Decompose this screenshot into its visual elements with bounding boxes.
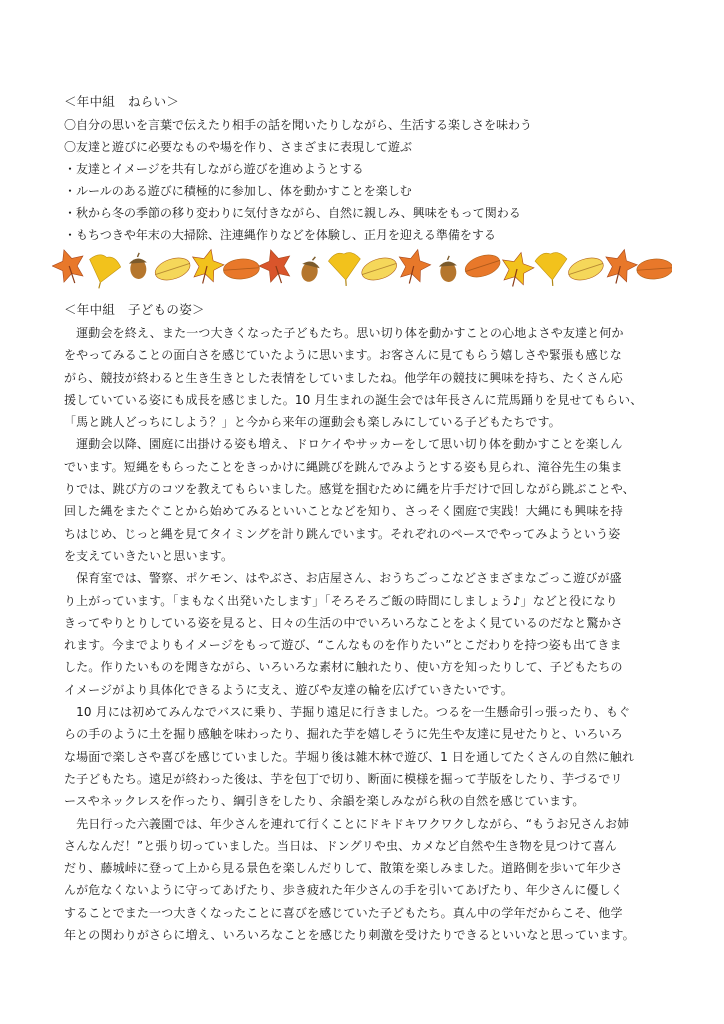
paragraph [64,813,664,947]
paragraph-line: でいます。短縄をもらったことをきっかけに縄跳びを跳んでみようとする姿も見られ、滝谷先生の集ま [64,459,623,474]
paragraph-line: た子どもたち。遠足が終わった後は、芋を包丁で切り、断面に模様を掘って芋版をしたり、芋づるでリ [64,771,623,786]
aim-item: ・秋から冬の季節の移り変わりに気付きながら、自然に親しみ、興味をもって関わる [64,206,521,220]
leaf-yellow-icon [359,254,399,284]
paragraph-line: 年との関わりがさらに増え、いろいろなことを感じたり刺激を受けたりできるといいなと思っています。 [64,928,635,943]
paragraph-line: さんなんだ！”と張り切っていました。当日は、ドングリや虫、カメなど自然や生き物を見つけて喜ん [64,838,617,853]
ginkgo-yellow-icon [83,252,122,290]
maple-orange-icon [600,246,640,288]
acorn-icon [128,252,148,279]
paragraph-line: らの手のように土を掘り感触を味わったり、掘れた芋を嬉しそうに先生や友達に見せたりと、いろいろ [64,727,623,742]
maple-yellow-icon [497,249,537,290]
maple-red-icon [255,245,297,288]
paragraph-line: れます。今までよりもイメージをもって遊び、“こんなものを作りたい”とこだわりを持つ姿も出てきま [64,638,622,653]
paragraph-line: な場面で楽しさや喜びを感じていました。芋堀り後は雑木林で遊び、1 日を通してたくさんの自然に触れ [64,749,635,764]
paragraph-line: ちはじめ、じっと縄を見てタイミングを計り跳んでいます。それぞれのペースでやってみようという姿 [64,526,621,541]
leaf-orange-icon [636,258,672,280]
paragraph-line: 回した縄をまたぐことから始めてみるといいことなどを知り、さっそく園庭で実践！大縄にも興味を持 [64,504,623,519]
paragraph [64,567,664,701]
children-heading: ＜年中組 子どもの姿＞ [64,302,205,317]
paragraph-line: 10 月には初めてみんなでバスに乗り、芋掘り遠足に行きました。つるを一生懸命引っ張ったり、もぐ [64,705,631,720]
ginkgo-yellow-icon [328,252,362,287]
paragraph-line: ースやネックレスを作ったり、綱引きをしたり、余韻を楽しみながら秋の自然を感じています。 [64,794,585,809]
paragraph-line: きってやりとりしている姿を見ると、日々の生活の中でいろいろなことをよく見ているのだなと驚かさ [64,615,623,630]
aims-heading: ＜年中組 ねらい＞ [64,94,180,109]
paragraph-line: した。作りたいものを聞きながら、いろいろな素材に触れたり、使い方を知ったりして、子どもたちの [64,660,623,675]
paragraph-line: 先日行った六義園では、年少さんを連れて行くことにドキドキワクワクしながら、“もうお兄さんお姉 [64,816,630,831]
aim-item: ・ルールのある遊びに積極的に参加し、体を動かすことを楽しむ [64,184,412,198]
children-section [64,300,664,946]
leaf-yellow-icon [566,254,606,284]
paragraph-line: がら、競技が終わると生き生きとした表情をしていましたね。他学年の競技に興味を持ち、たくさん応 [64,370,623,385]
paragraph-line: 運動会を終え、また一つ大きくなった子どもたち。思い切り体を動かすことの心地よさや友達と何か [64,326,624,340]
paragraph-line: を支えていきたいと思います。 [64,548,234,563]
leaf-orange-icon [462,251,502,281]
aim-item: ・もちつきや年末の大掃除、注連縄作りなどを体験し、正月を迎える準備をする [64,228,496,242]
maple-orange-icon [52,245,90,288]
acorn-icon [298,254,322,284]
paragraph [64,701,664,812]
ginkgo-yellow-icon [535,252,569,287]
leaf-yellow-icon [152,254,192,284]
aims-section [64,92,664,246]
maple-orange-icon [394,246,434,288]
paragraph-line: んが危なくないように守ってあげたり、歩き疲れた年少さんの手を引いてあげたり、年少さんに優しく [64,883,623,898]
paragraph-line: することでまた一つ大きくなったことに喜びを感じていた子どもたち。真ん中の学年だからこそ、他学 [64,905,623,920]
paragraph-line: 運動会以降、園庭に出掛ける姿も増え、ドロケイやサッカーをして思い切り体を動かすことを楽しん [64,437,623,452]
acorn-icon [438,255,458,282]
paragraph-line: だり、藤城峠に登って上から見る景色を楽しんだりして、散策を楽しみました。道路側を歩いて年少さ [64,861,623,876]
paragraph-line: り上がっています。「まもなく出発いたします」「そろそろご飯の時間にしましょう♪」などと役になり [64,593,618,608]
aim-item: ・友達とイメージを共有しながら遊びを進めようとする [64,162,364,176]
paragraph-line: 援していている姿にも成長を感じました。10 月生まれの誕生会では年長さんに荒馬踊りを見せてもらい、 [64,392,643,407]
children-body [64,322,664,946]
maple-yellow-icon [187,246,227,288]
paragraph-line: りでは、跳び方のコツを教えてもらいました。感覚を掴むために縄を片手だけで回しながら跳ぶことや、 [64,482,635,497]
paragraph-line: をやってみることの面白さを感じていたように思います。お客さんに見てもらう嬉しさや緊張も感じな [64,348,622,363]
leaf-orange-icon [223,258,260,280]
aim-item: 〇自分の思いを言葉で伝えたり相手の話を聞いたりしながら、生活する楽しさを味わう [64,118,533,132]
paragraph [64,433,664,567]
aim-item: 〇友達と遊びに必要なものや場を作り、さまざまに表現して遊ぶ [64,140,413,154]
autumn-leaf-garland [52,244,672,290]
aims-list [64,114,664,246]
paragraph-line: イメージがより具体化できるように支え、遊びや友達の輪を広げていきたいです。 [64,682,513,697]
paragraph [64,322,664,433]
paragraph-line: 保育室では、警察、ポケモン、はやぶさ、お店屋さん、おうちごっこなどさまざまなごっこ遊びが盛 [64,571,622,586]
paragraph-line: 「馬と跳人どっちにしよう？」と今から来年の運動会も楽しみにしている子どもたちです。 [64,415,561,430]
